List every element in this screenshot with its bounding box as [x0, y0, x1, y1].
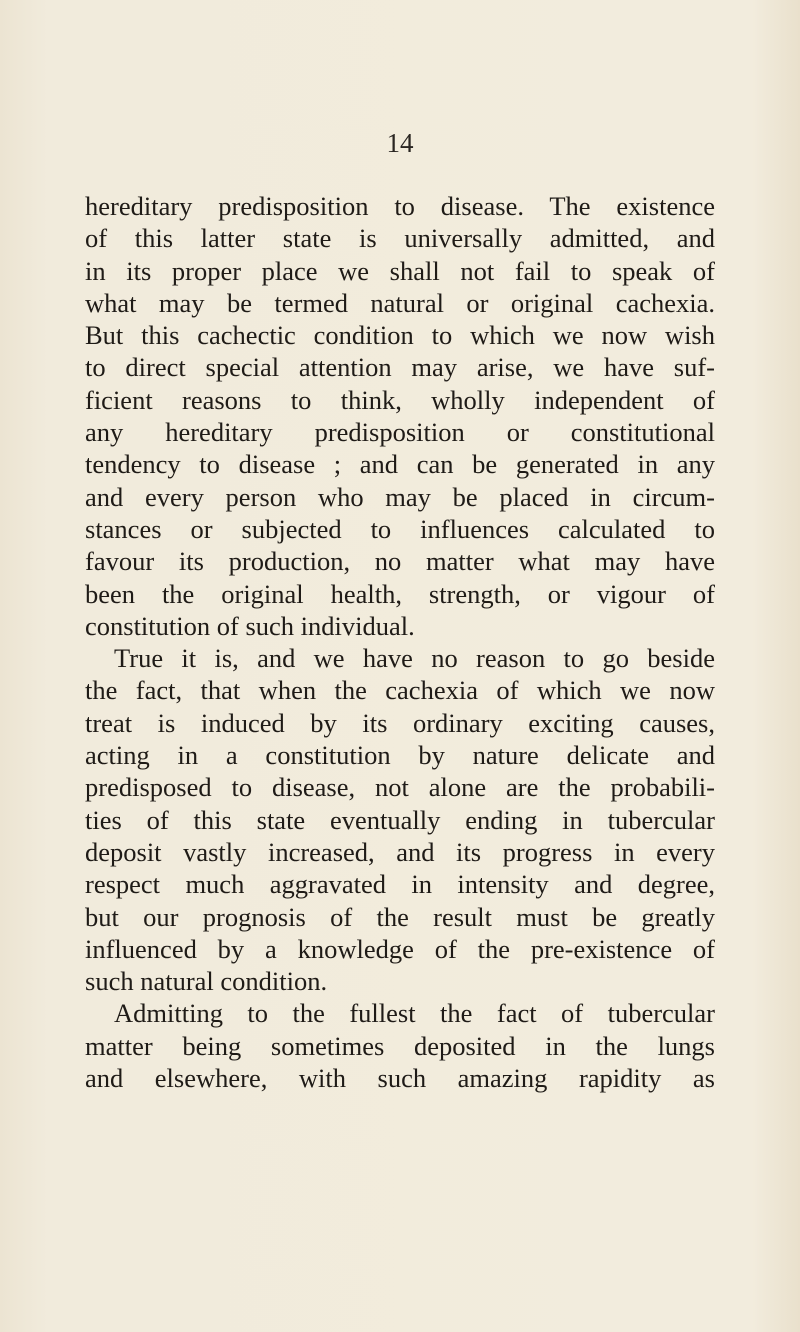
- text-line: to direct special attention may arise, we have suf-: [85, 352, 715, 383]
- text-line: influenced by a knowledge of the pre-existence of: [85, 933, 715, 964]
- text-line: deposit vastly increased, and its progress in every: [85, 836, 715, 867]
- text-line: of this latter state is universally admitted, and: [85, 223, 715, 254]
- text-line: favour its production, no matter what may have: [85, 546, 715, 577]
- paragraph-start-line: Admitting to the fullest the fact of tubercular: [114, 998, 715, 1029]
- page-number: 14: [386, 128, 414, 158]
- paragraph-start-line: True it is, and we have no reason to go beside: [114, 643, 715, 674]
- text-line: the fact, that when the cachexia of which we now: [85, 675, 715, 706]
- text-line: predisposed to disease, not alone are the probabili-: [85, 772, 715, 803]
- text-line: in its proper place we shall not fail to speak of: [85, 255, 715, 286]
- text-line: and every person who may be placed in circum-: [85, 481, 715, 512]
- text-line: respect much aggravated in intensity and degree,: [85, 869, 715, 900]
- body-text: [85, 190, 715, 1094]
- text-line: But this cachectic condition to which we now wish: [85, 320, 715, 351]
- text-line: hereditary predisposition to disease. The existence: [85, 191, 715, 221]
- text-line: ficient reasons to think, wholly independent of: [85, 384, 715, 415]
- text-line: stances or subjected to influences calculated to: [85, 513, 715, 544]
- text-line: acting in a constitution by nature delicate and: [85, 740, 715, 771]
- text-line: tendency to disease ; and can be generated in any: [85, 449, 715, 480]
- text-line: treat is induced by its ordinary exciting causes,: [85, 707, 715, 738]
- text-line: what may be termed natural or original cachexia.: [85, 287, 715, 318]
- text-line: been the original health, strength, or vigour of: [85, 578, 715, 609]
- text-line: such natural condition.: [85, 966, 328, 997]
- text-line: matter being sometimes deposited in the lungs: [85, 1030, 715, 1061]
- text-line: and elsewhere, with such amazing rapidity as: [85, 1063, 715, 1094]
- text-line: ties of this state eventually ending in tubercular: [85, 804, 715, 835]
- text-line: any hereditary predisposition or constitutional: [85, 417, 715, 448]
- text-line: constitution of such individual.: [85, 610, 415, 641]
- text-line: but our prognosis of the result must be greatly: [85, 901, 715, 932]
